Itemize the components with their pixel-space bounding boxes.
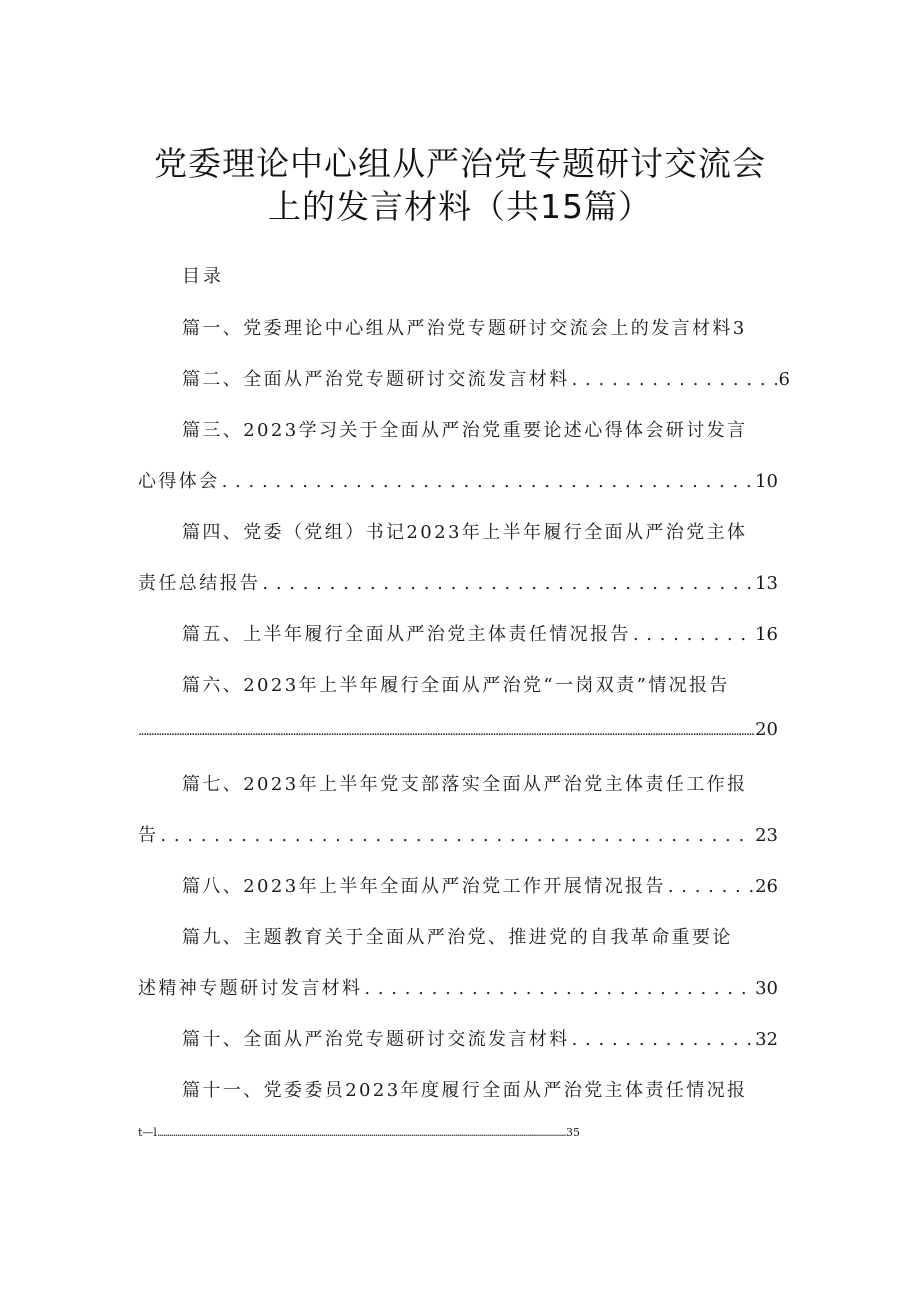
document-title-line-1: 党委理论中心组从严治党专题研讨交流会 xyxy=(154,144,766,183)
toc-leader-dots xyxy=(160,825,753,846)
toc-entry-2-page: 6 xyxy=(778,369,790,390)
toc-entry-5-text: 篇五、上半年履行全面从严治党主体责任情况报告 xyxy=(182,624,631,645)
toc-heading: 目录 xyxy=(182,266,224,287)
toc-entry-2[interactable] xyxy=(182,365,790,391)
toc-entry-7-line-2[interactable] xyxy=(138,821,778,847)
toc-entry-9-line-1[interactable]: 篇九、主题教育关于全面从严治党、推进党的自我革命重要论 xyxy=(182,927,733,948)
toc-leader-dots xyxy=(633,624,753,645)
toc-entry-8-text: 篇八、2023年上半年全面从严治党工作开展情况报告 xyxy=(182,876,666,897)
document-title-line-2: 上的发言材料（共15篇） xyxy=(268,187,652,226)
toc-entry-6-page: 20 xyxy=(755,719,778,740)
toc-entry-9-line-2[interactable] xyxy=(138,974,778,1000)
toc-entry-3-line-1[interactable]: 篇三、2023学习关于全面从严治党重要论述心得体会研讨发言 xyxy=(182,420,748,441)
toc-entry-1-text: 篇一、党委理论中心组从严治党专题研讨交流会上的发言材料 xyxy=(182,318,733,339)
toc-entry-4-text: 责任总结报告 xyxy=(138,573,261,594)
toc-entry-3-page: 10 xyxy=(755,471,778,492)
toc-leader-dots xyxy=(572,369,777,390)
toc-entry-7-text: 告 xyxy=(138,825,159,846)
toc-entry-8[interactable] xyxy=(182,872,778,898)
toc-entry-4-line-1[interactable]: 篇四、党委（党组）书记2023年上半年履行全面从严治党主体 xyxy=(182,522,748,543)
toc-entry-4-page: 13 xyxy=(755,573,778,594)
toc-entry-11-text: t—l xyxy=(138,1126,157,1139)
toc-entry-9-text: 述精神专题研讨发言材料 xyxy=(138,978,363,999)
toc-entry-3-text: 心得体会 xyxy=(138,471,220,492)
toc-leader-dots xyxy=(572,1029,753,1050)
toc-leader-dots xyxy=(262,573,753,594)
toc-entry-8-page: 26 xyxy=(755,876,778,897)
toc-leader-dots xyxy=(138,719,755,740)
toc-entry-11-line-2[interactable] xyxy=(138,1126,580,1139)
toc-entry-6-line-2[interactable] xyxy=(138,719,778,740)
toc-entry-7-page: 23 xyxy=(755,825,778,846)
toc-leader-dots xyxy=(364,978,753,999)
toc-entry-11-line-1[interactable]: 篇十一、党委委员2023年度履行全面从严治党主体责任情况报 xyxy=(182,1080,748,1101)
toc-entry-10[interactable] xyxy=(182,1025,778,1051)
toc-entry-11-page: 35 xyxy=(566,1126,580,1139)
toc-entry-6-line-1[interactable]: 篇六、2023年上半年履行全面从严治党“一岗双责”情况报告 xyxy=(182,675,730,696)
toc-entry-5-page: 16 xyxy=(755,624,778,645)
toc-leader-dots xyxy=(222,471,753,492)
toc-entry-7-line-1[interactable]: 篇七、2023年上半年党支部落实全面从严治党主体责任工作报 xyxy=(182,774,748,795)
toc-leader-dots xyxy=(157,1126,566,1139)
toc-entry-10-page: 32 xyxy=(755,1029,778,1050)
toc-entry-2-text: 篇二、全面从严治党专题研讨交流发言材料 xyxy=(182,369,570,390)
toc-entry-9-page: 30 xyxy=(755,978,778,999)
toc-entry-1[interactable] xyxy=(182,314,747,340)
toc-entry-4-line-2[interactable] xyxy=(138,569,778,595)
toc-leader-dots xyxy=(668,876,753,897)
toc-entry-10-text: 篇十、全面从严治党专题研讨交流发言材料 xyxy=(182,1029,570,1050)
toc-entry-3-line-2[interactable] xyxy=(138,467,778,493)
toc-entry-1-page: 3 xyxy=(732,318,747,339)
toc-entry-5[interactable] xyxy=(182,620,778,646)
